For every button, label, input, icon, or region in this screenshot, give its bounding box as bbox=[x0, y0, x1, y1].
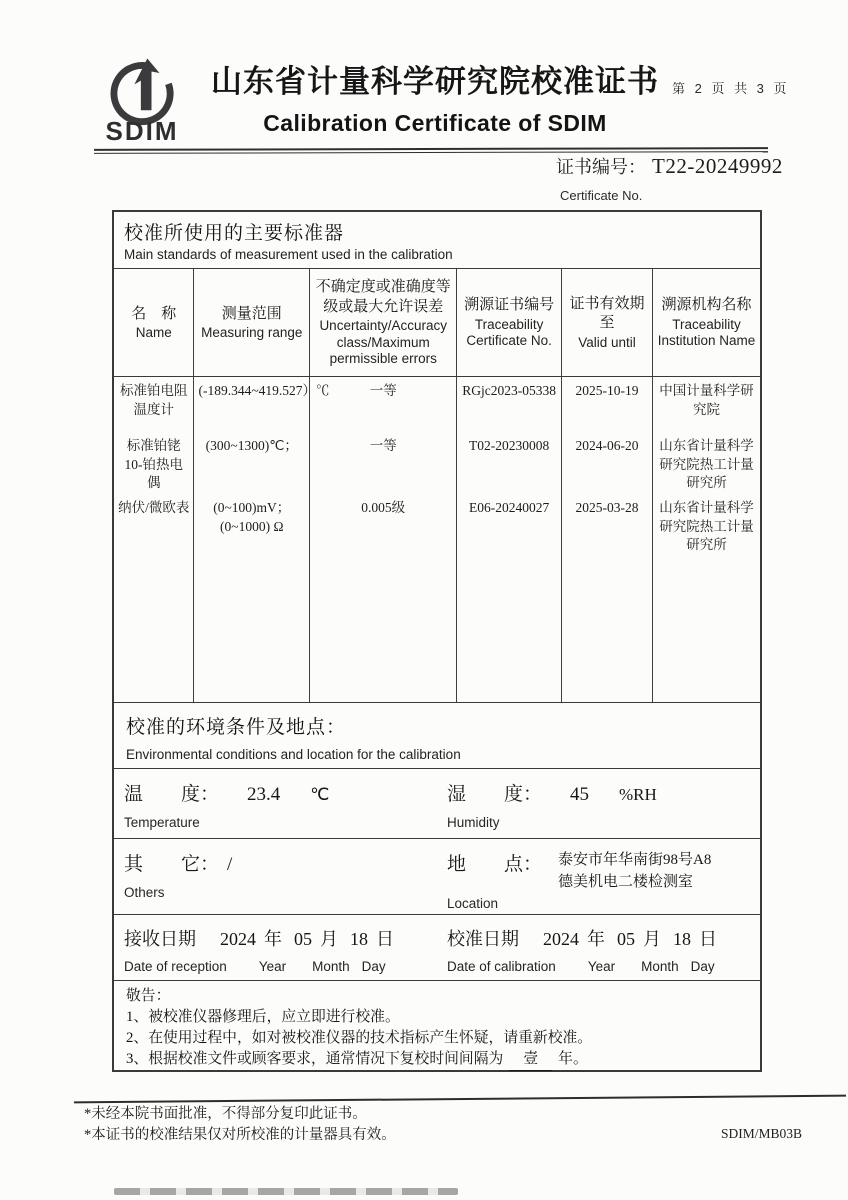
col-header-uncertainty: 不确定度或准确度等级或最大允许误差 Uncertainty/Accuracy class/Maximum permissible errors bbox=[309, 269, 456, 376]
environment-title-cn: 校准的环境条件及地点： bbox=[126, 717, 347, 738]
footer-notes bbox=[84, 1104, 396, 1146]
temperature-humidity-row bbox=[114, 768, 760, 838]
std-uncertainty-cell: 一等 bbox=[309, 377, 456, 432]
std-cert-cell: T02-20230008 bbox=[456, 432, 561, 494]
temperature-label: 温 度： bbox=[124, 784, 220, 805]
notice-title: 敬告： bbox=[126, 988, 171, 1004]
std-name-cell: 标准铂电阻温度计 bbox=[119, 383, 188, 417]
standards-title bbox=[114, 212, 760, 268]
title-chinese: 山东省计量科学研究院校准证书 bbox=[211, 64, 659, 99]
col-header-valid-until: 证书有效期至 Valid until bbox=[561, 269, 652, 376]
standards-header-row bbox=[114, 268, 760, 376]
calibration-year: 2024 bbox=[543, 929, 579, 949]
std-cert-cell: RGjc2023-05338 bbox=[456, 377, 561, 432]
std-name-cell: 标准铂铑10-铂热电偶 bbox=[124, 438, 183, 491]
std-institution-cell: 山东省计量科学研究院热工计量研究所 bbox=[652, 432, 760, 494]
std-valid-cell: 2025-10-19 bbox=[561, 377, 652, 432]
std-valid-cell: 2024-06-20 bbox=[561, 432, 652, 494]
others-label: 其 它： bbox=[124, 854, 220, 875]
reception-month: 05 bbox=[294, 929, 312, 949]
humidity-label: 湿 度： bbox=[447, 784, 543, 805]
humidity-unit: %RH bbox=[619, 785, 657, 804]
temperature-unit: ℃ bbox=[310, 785, 330, 804]
certificate-number-value: T22-20249992 bbox=[652, 154, 783, 178]
footer-divider bbox=[74, 1095, 846, 1104]
std-range-cell: (0~100)mV；(0~1000) Ω bbox=[193, 494, 309, 566]
calibration-day: 18 bbox=[673, 929, 691, 949]
notice-item-1: 1、被校准仪器修理后，应立即进行校准。 bbox=[126, 1009, 400, 1025]
std-institution-cell: 山东省计量科学研究院热工计量研究所 bbox=[652, 494, 760, 566]
col-header-range: 测量范围 Measuring range bbox=[193, 269, 309, 376]
std-institution-cell: 中国计量科学研究院 bbox=[652, 377, 760, 432]
std-valid-cell: 2025-03-28 bbox=[561, 494, 652, 566]
title-block bbox=[196, 56, 674, 137]
std-name-cell: 纳伏/微欧表 bbox=[118, 500, 190, 515]
environment-title bbox=[114, 702, 760, 768]
humidity-label-en: Humidity bbox=[447, 815, 500, 830]
table-filler-row bbox=[114, 566, 760, 702]
environment-title-en: Environmental conditions and location for the calibration bbox=[126, 747, 461, 762]
others-label-en: Others bbox=[124, 885, 165, 900]
standards-table bbox=[112, 210, 762, 1072]
location-label-en: Location bbox=[447, 895, 499, 911]
certificate-number-label: 证书编号： bbox=[556, 157, 646, 177]
reception-day: 18 bbox=[350, 929, 368, 949]
recalibration-interval-value: 壹 bbox=[509, 1049, 552, 1071]
title-english: Calibration Certificate of SDIM bbox=[263, 110, 607, 136]
calibration-label-en: Date of calibration bbox=[447, 959, 556, 974]
footer-note-2: *本证书的校准结果仅对所校准的计量器具有效。 bbox=[84, 1127, 396, 1144]
page-number: 第 2 页 共 3 页 bbox=[672, 81, 790, 96]
std-cert-cell: E06-20240027 bbox=[456, 494, 561, 566]
footer-note-1: *未经本院书面批准，不得部分复印此证书。 bbox=[84, 1106, 367, 1122]
calibration-month: 05 bbox=[617, 929, 635, 949]
humidity-field bbox=[437, 769, 760, 838]
table-row bbox=[114, 376, 760, 432]
reception-year: 2024 bbox=[220, 929, 256, 949]
date-of-calibration-field: 校准日期 2024 年 05 月 18 日 Date of calibration Year Month Day bbox=[437, 915, 760, 980]
std-uncertainty-cell: 0.005级 bbox=[309, 494, 456, 566]
notice-item-3: 3、根据校准文件或顾客要求，通常情况下复校时间间隔为 壹 年。 bbox=[126, 1049, 748, 1071]
certificate-number-label-en: Certificate No. bbox=[560, 188, 643, 203]
col-header-institution: 溯源机构名称 Traceability Institution Name bbox=[652, 269, 760, 376]
others-location-row bbox=[114, 838, 760, 914]
sdim-logo bbox=[92, 54, 192, 147]
date-of-reception-field: 接收日期 2024 年 05 月 18 日 Date of reception Year Month Day bbox=[114, 915, 437, 980]
std-range-cell: (-189.344~419.527）℃ bbox=[193, 377, 309, 432]
temperature-field bbox=[114, 769, 437, 838]
temperature-value: 23.4 bbox=[247, 784, 281, 805]
document-code: SDIM/MB03B bbox=[720, 1126, 802, 1141]
location-label: 地 点： bbox=[447, 854, 543, 875]
table-row bbox=[114, 494, 760, 566]
scan-artifact-bar bbox=[114, 1188, 458, 1195]
others-value: / bbox=[227, 854, 233, 875]
std-range-cell: (300~1300)℃； bbox=[193, 432, 309, 494]
col-header-name: 名 称 Name bbox=[131, 304, 177, 341]
calibration-label: 校准日期 bbox=[447, 929, 519, 949]
reception-label-en: Date of reception bbox=[124, 959, 227, 974]
col-header-traceability-cert: 溯源证书编号 Traceability Certificate No. bbox=[456, 269, 561, 376]
humidity-value: 45 bbox=[570, 784, 590, 805]
location-address: 泰安市年华南街98号A8 德美机电二楼检测室 bbox=[558, 852, 712, 890]
logo-text: SDIM bbox=[105, 116, 179, 146]
reception-label: 接收日期 bbox=[124, 929, 196, 949]
dates-row bbox=[114, 914, 760, 980]
certificate-number-line bbox=[556, 153, 783, 179]
standards-title-en: Main standards of measurement used in the calibration bbox=[124, 247, 453, 262]
table-row bbox=[114, 432, 760, 494]
notice-box bbox=[114, 980, 760, 1070]
others-field bbox=[114, 839, 437, 914]
std-uncertainty-cell: 一等 bbox=[309, 432, 456, 494]
standards-title-cn: 校准所使用的主要标准器 bbox=[124, 223, 345, 244]
location-field bbox=[437, 839, 760, 914]
temperature-label-en: Temperature bbox=[124, 815, 200, 830]
notice-item-2: 2、在使用过程中，如对被校准仪器的技术指标产生怀疑，请重新校准。 bbox=[126, 1030, 593, 1046]
